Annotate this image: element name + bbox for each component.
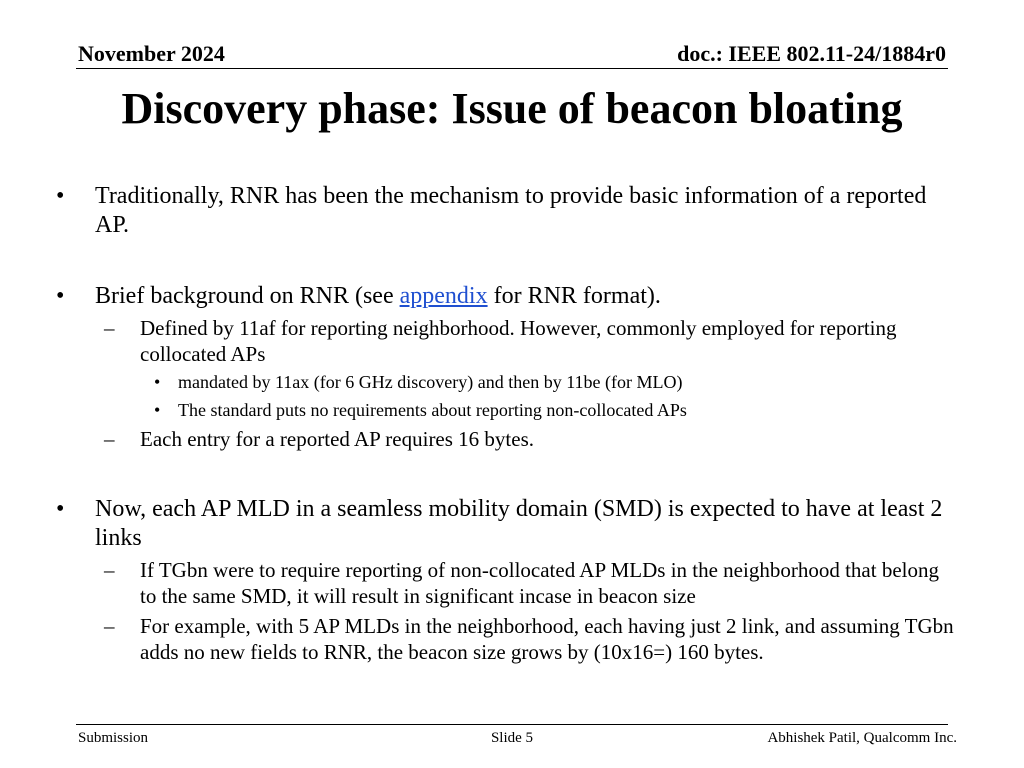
bullet-marker: •: [56, 183, 65, 209]
dash-marker: –: [104, 316, 115, 340]
dash-marker: –: [104, 427, 115, 451]
bullet-marker: •: [154, 400, 161, 420]
footer-slide-number: Slide 5: [490, 730, 534, 746]
slide-title: Discovery phase: Issue of beacon bloating: [121, 84, 903, 133]
sub-sub-bullet-text: mandated by 11ax (for 6 GHz discovery) and then by 11be (for MLO): [178, 372, 683, 392]
footer-divider: [76, 724, 948, 725]
slide-body: [56, 182, 956, 665]
bullet-text-after: for RNR format).: [487, 283, 661, 309]
sub-bullet-text: If TGbn were to require reporting of non-collocated AP MLDs in the neighborhood that belong to the same SMD, it will result in significant incase in beacon size: [140, 558, 939, 608]
dash-marker: –: [104, 558, 115, 582]
sub-bullet-tgbn-reporting: [56, 557, 956, 609]
sub-sub-bullet-mandated: [56, 371, 956, 393]
footer-author: Abhishek Patil, Qualcomm Inc.: [767, 730, 957, 746]
bullet-rnr-background: [56, 282, 956, 311]
sub-bullet-16-bytes: [56, 426, 956, 452]
sub-sub-bullet-text: The standard puts no requirements about reporting non-collocated APs: [178, 400, 687, 420]
header-doc-id: doc.: IEEE 802.11-24/1884r0: [677, 41, 946, 66]
sub-bullet-defined-by-11af: [56, 315, 956, 367]
sub-bullet-text: For example, with 5 AP MLDs in the neighborhood, each having just 2 link, and assuming TGbn adds no new fields to RNR, the beacon size grows by (10x16=) 160 bytes.: [140, 614, 954, 664]
sub-bullet-text: Defined by 11af for reporting neighborhood. However, commonly employed for reporting collocated APs: [140, 316, 897, 366]
header-date: November 2024: [78, 41, 225, 66]
sub-bullet-beacon-size-example: [56, 613, 956, 665]
bullet-text: Brief background on RNR (see: [95, 283, 400, 309]
sub-sub-bullet-no-requirements: [56, 399, 956, 421]
header-divider: [76, 68, 948, 69]
footer-submission: Submission: [78, 730, 149, 746]
bullet-marker: •: [56, 283, 65, 309]
bullet-marker: •: [154, 372, 161, 392]
bullet-text: Traditionally, RNR has been the mechanism to provide basic information of a reported AP.: [95, 183, 927, 238]
appendix-link[interactable]: appendix: [399, 283, 488, 309]
dash-marker: –: [104, 614, 115, 638]
bullet-ap-mld-smd: [56, 495, 956, 553]
bullet-traditionally-rnr: [56, 182, 956, 240]
sub-bullet-text: Each entry for a reported AP requires 16 bytes.: [140, 427, 535, 451]
bullet-text: Now, each AP MLD in a seamless mobility domain (SMD) is expected to have at least 2 links: [95, 496, 943, 551]
bullet-marker: •: [56, 496, 65, 522]
